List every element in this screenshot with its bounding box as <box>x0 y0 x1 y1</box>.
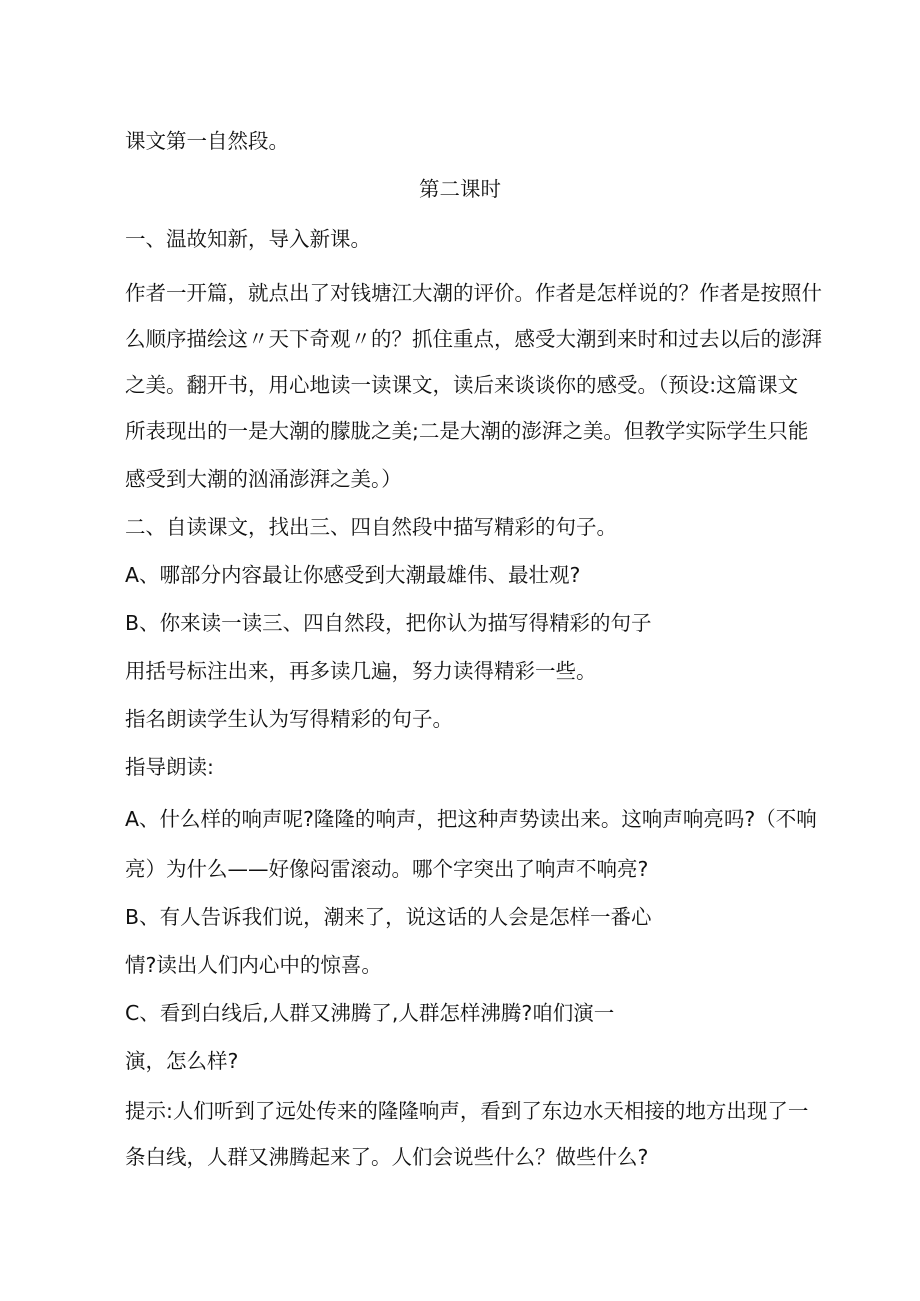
paragraph-line: 么顺序描绘这〃天下奇观〃的？抓住重点，感受大潮到来时和过去以后的澎湃 <box>125 327 822 351</box>
hint-line: 提示:人们听到了远处传来的隆隆响声，看到了东边水天相接的地方出现了一 <box>125 1099 809 1123</box>
paragraph-line: 情?读出人们内心中的惊喜。 <box>125 953 382 977</box>
paragraph-line: 课文第一自然段。 <box>125 129 289 153</box>
paragraph-line: 用括号标注出来，再多读几遍，努力读得精彩一些。 <box>125 659 597 683</box>
section-title: 第二课时 <box>419 177 501 201</box>
paragraph-line: 之美。翻开书，用心地读一读课文，读后来谈谈你的感受。（预设:这篇课文 <box>125 373 799 397</box>
question-item: B、你来读一读三、四自然段，把你认为描写得精彩的句子 <box>125 611 652 635</box>
question-item: A、哪部分内容最让你感受到大潮最雄伟、最壮观? <box>125 563 581 587</box>
paragraph-line: 感受到大潮的汹涌澎湃之美。） <box>125 467 402 491</box>
paragraph-line: 作者一开篇，就点出了对钱塘江大潮的评价。作者是怎样说的？作者是按照什 <box>125 281 822 305</box>
paragraph-line: 亮）为什么——好像闷雷滚动。哪个字突出了响声不响亮? <box>125 857 649 881</box>
heading-line: 二、自读课文，找出三、四自然段中描写精彩的句子。 <box>125 515 617 539</box>
paragraph-line: 所表现出的一是大潮的朦胧之美;二是大潮的澎湃之美。但教学实际学生只能 <box>125 419 809 443</box>
paragraph-line: 演，怎么样? <box>125 1049 239 1073</box>
question-item: C、看到白线后,人群又沸腾了,人群怎样沸腾?咱们演一 <box>125 1001 615 1025</box>
question-item: A、什么样的响声呢?隆隆的响声，把这种声势读出来。这响声响亮吗?（不响 <box>125 807 817 831</box>
hint-line: 条白线，人群又沸腾起来了。人们会说些什么？做些什么? <box>125 1145 649 1169</box>
heading-line: 一、温故知新，导入新课。 <box>125 227 371 251</box>
question-item: B、有人告诉我们说，潮来了，说这话的人会是怎样一番心 <box>125 905 652 929</box>
paragraph-line: 指名朗读学生认为写得精彩的句子。 <box>125 707 453 731</box>
paragraph-line: 指导朗读: <box>125 755 214 779</box>
